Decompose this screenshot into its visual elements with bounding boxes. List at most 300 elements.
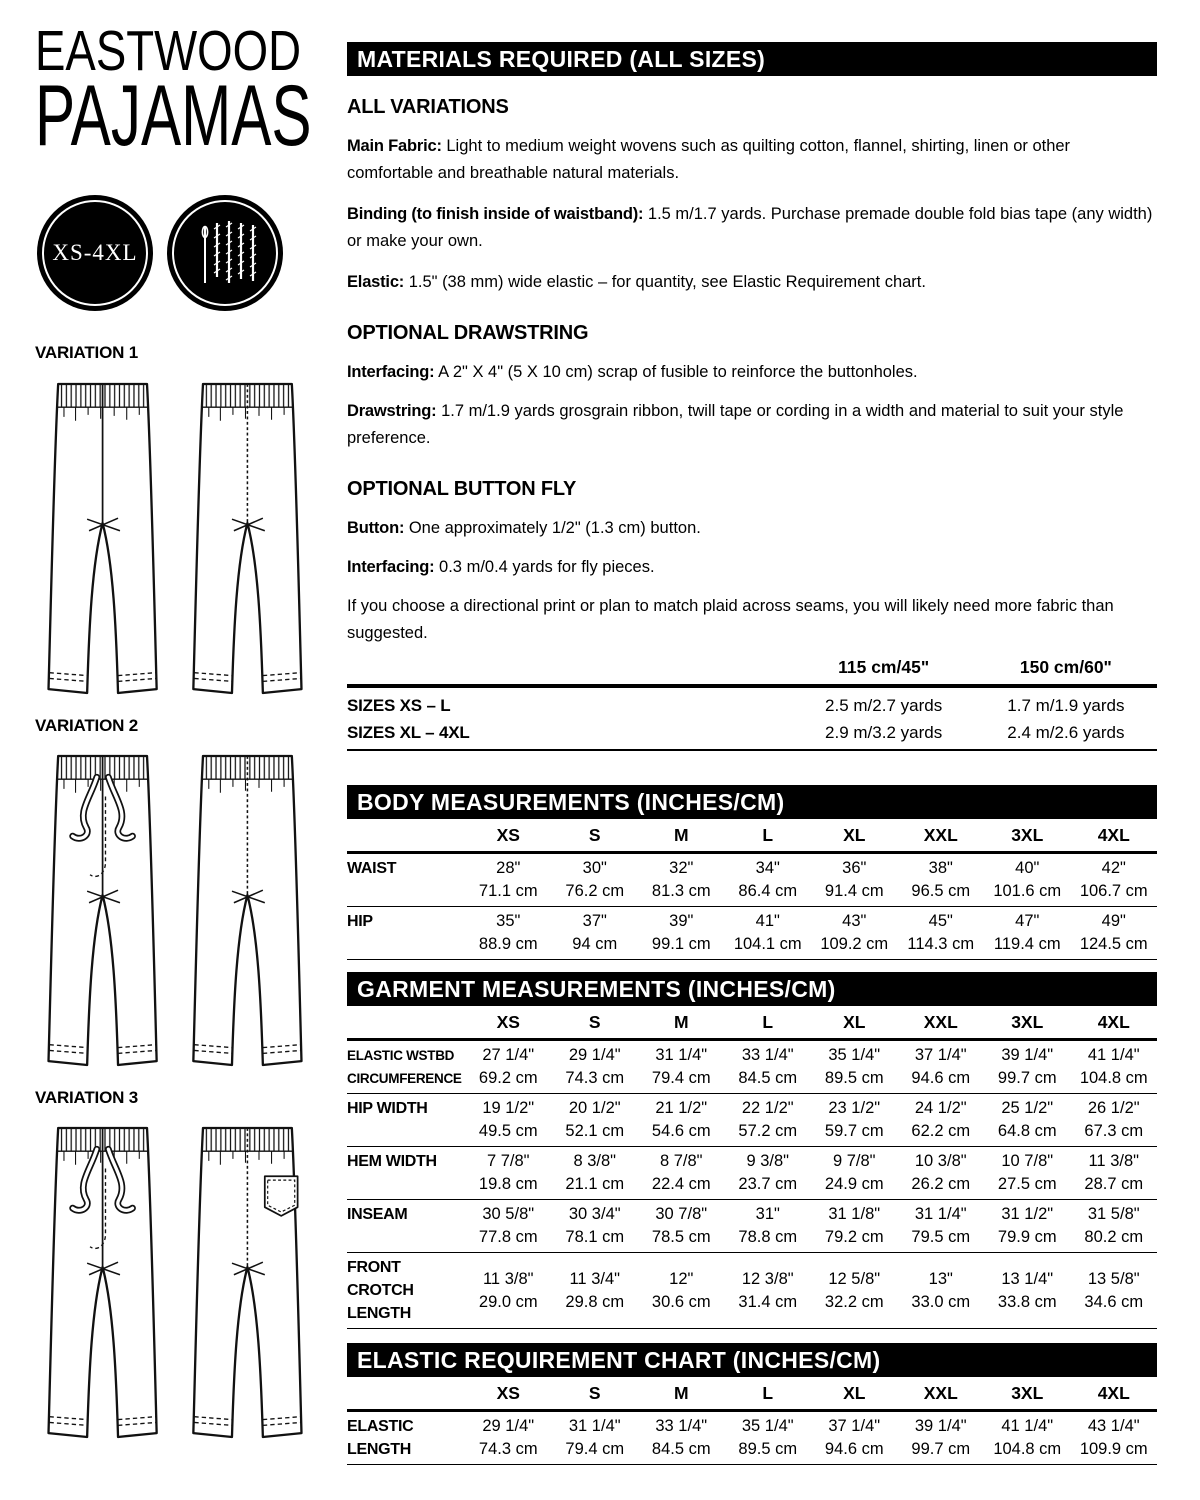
size-header-row — [347, 1377, 1157, 1411]
size-header: M — [638, 1006, 725, 1040]
measurement-cell — [898, 907, 985, 960]
buttonfly-button — [347, 515, 1157, 542]
cm-value: 114.3 cm — [907, 935, 975, 953]
size-header: XXL — [898, 819, 985, 853]
inches-value: 26 1/2" — [1087, 1099, 1140, 1117]
measurement-cell — [811, 1200, 898, 1253]
row-label-line1: ELASTIC WSTBD — [347, 1048, 455, 1063]
yardage-cell: 2.9 m/3.2 yards — [793, 719, 975, 750]
yardage-header-spacer — [347, 653, 793, 686]
yardage-table — [347, 653, 1157, 751]
cm-value: 74.3 cm — [565, 1069, 625, 1087]
measurement-row — [347, 1147, 1157, 1200]
inches-value: 9 3/8" — [746, 1152, 790, 1170]
inches-value: 30 5/8" — [482, 1205, 535, 1223]
measurement-cell — [1071, 853, 1158, 907]
measurement-cell — [1071, 1147, 1158, 1200]
measurement-cell — [638, 853, 725, 907]
measurement-cell — [725, 853, 812, 907]
inches-value: 43" — [842, 912, 867, 930]
size-header: 4XL — [1071, 1006, 1158, 1040]
cm-value: 22.4 cm — [651, 1175, 711, 1193]
cm-value: 99.7 cm — [911, 1440, 971, 1458]
measurement-cell — [465, 1147, 552, 1200]
needles-icon — [167, 195, 283, 311]
measurement-cell — [984, 1147, 1071, 1200]
cm-value: 86.4 cm — [738, 882, 798, 900]
material-text: 0.3 m/0.4 yards for fly pieces. — [439, 558, 655, 576]
cm-value: 67.3 cm — [1084, 1122, 1144, 1140]
inches-value: 39" — [669, 912, 694, 930]
cm-value: 79.4 cm — [651, 1069, 711, 1087]
measurement-cell — [465, 1200, 552, 1253]
yardage-col-header: 115 cm/45" — [793, 653, 975, 686]
inches-value: 41" — [755, 912, 780, 930]
measurement-cell — [1071, 1040, 1158, 1094]
cm-value: 104.1 cm — [733, 935, 802, 953]
cm-value: 99.7 cm — [997, 1069, 1057, 1087]
cm-value: 52.1 cm — [565, 1122, 625, 1140]
measurement-cell — [465, 1040, 552, 1094]
size-header: XL — [811, 1377, 898, 1411]
measurement-cell — [552, 907, 639, 960]
row-label-line2: LENGTH — [347, 1305, 411, 1322]
inches-value: 21 1/2" — [655, 1099, 708, 1117]
measurement-cell — [465, 853, 552, 907]
cm-value: 33.0 cm — [911, 1292, 971, 1311]
cm-value: 94 cm — [572, 935, 618, 953]
inches-value: 31 1/8" — [828, 1205, 881, 1223]
measurement-cell — [638, 1094, 725, 1147]
material-text: 1.5" (38 mm) wide elastic – for quantity, see Elastic Requirement chart. — [408, 273, 926, 291]
inches-value: 13 5/8" — [1087, 1269, 1140, 1288]
inches-value: 22 1/2" — [741, 1099, 794, 1117]
measurement-cell — [898, 1040, 985, 1094]
cm-value: 78.1 cm — [565, 1228, 625, 1246]
measurement-cell — [725, 1040, 812, 1094]
measurement-cell — [638, 1147, 725, 1200]
size-head — [347, 1377, 1157, 1411]
inches-value: 12" — [669, 1269, 694, 1288]
row-label-line1: INSEAM — [347, 1206, 408, 1223]
drawstring-interfacing — [347, 359, 1157, 386]
inches-value: 24 1/2" — [914, 1099, 967, 1117]
yardage-header-row — [347, 653, 1157, 686]
cm-value: 33.8 cm — [997, 1292, 1057, 1311]
material-label: Button: — [347, 519, 405, 537]
size-range-label: XS-4XL — [52, 240, 138, 265]
material-label: Interfacing: — [347, 558, 435, 576]
cm-value: 119.4 cm — [993, 935, 1061, 953]
yardage-col-header: 150 cm/60" — [975, 653, 1157, 686]
pattern-title-line2: PAJAMAS — [35, 68, 312, 164]
yardage-cell: 2.5 m/2.7 yards — [825, 696, 943, 715]
yardage-row-label: SIZES XS – L — [347, 696, 451, 715]
cm-value: 30.6 cm — [651, 1292, 711, 1311]
cm-value: 59.7 cm — [824, 1122, 884, 1140]
section-header-garment-measurements: GARMENT MEASUREMENTS (INCHES/CM) — [347, 972, 1157, 1006]
material-binding — [347, 201, 1157, 255]
cm-value: 62.2 cm — [911, 1122, 971, 1140]
inches-value: 23 1/2" — [828, 1099, 881, 1117]
row-label — [347, 853, 465, 907]
measurement-cell — [1071, 1094, 1158, 1147]
fabric-note: If you choose a directional print or plan to match plaid across seams, you will likely need more fabric than suggested. — [347, 597, 1114, 642]
inches-value: 28" — [496, 859, 521, 877]
cm-value: 79.5 cm — [911, 1228, 971, 1246]
size-header: XL — [811, 819, 898, 853]
cm-value: 99.1 cm — [651, 935, 711, 953]
measurement-cell — [898, 1253, 985, 1329]
size-header: XS — [465, 1377, 552, 1411]
measurement-cell — [811, 1253, 898, 1329]
cm-value: 34.6 cm — [1084, 1292, 1144, 1311]
pant-back — [193, 1128, 301, 1437]
measurement-cell — [638, 1411, 725, 1465]
cm-value: 19.8 cm — [478, 1175, 538, 1193]
measurement-row — [347, 1094, 1157, 1147]
cm-value: 94.6 cm — [911, 1069, 971, 1087]
inches-value: 11 3/4" — [569, 1269, 620, 1288]
pant-back — [193, 756, 301, 1065]
cm-value: 28.7 cm — [1084, 1175, 1144, 1193]
cm-value: 79.2 cm — [824, 1228, 884, 1246]
inches-value: 37" — [582, 912, 607, 930]
inches-value: 35" — [496, 912, 521, 930]
size-header: L — [725, 1377, 812, 1411]
inches-value: 41 1/4" — [1087, 1046, 1140, 1064]
material-label: Drawstring: — [347, 402, 437, 420]
cm-value: 29.8 cm — [565, 1292, 625, 1311]
measurement-cell — [811, 1411, 898, 1465]
row-label-line1: HIP — [347, 913, 373, 930]
row-label — [347, 1040, 465, 1094]
inches-value: 36" — [842, 859, 867, 877]
heading-optional-button-fly: OPTIONAL BUTTON FLY — [347, 478, 577, 500]
measurement-cell — [898, 1200, 985, 1253]
buttonfly-interfacing — [347, 554, 1157, 581]
cm-value: 69.2 cm — [478, 1069, 538, 1087]
cm-value: 31.4 cm — [738, 1292, 798, 1311]
measurement-cell — [725, 907, 812, 960]
cm-value: 91.4 cm — [824, 882, 884, 900]
material-label: Binding (to finish inside of waistband): — [347, 205, 644, 223]
inches-value: 30 3/4" — [568, 1205, 621, 1223]
measurement-cell — [465, 1411, 552, 1465]
row-label-line1: FRONT CROTCH — [347, 1259, 414, 1299]
row-label — [347, 1094, 465, 1147]
inches-value: 29 1/4" — [568, 1046, 621, 1064]
size-header: 3XL — [984, 819, 1071, 853]
measurement-cell — [552, 1147, 639, 1200]
measurement-cell — [725, 1411, 812, 1465]
pant-front — [49, 1128, 157, 1437]
measurement-cell — [984, 907, 1071, 960]
inches-value: 37 1/4" — [828, 1417, 881, 1435]
measurement-cell — [1071, 1200, 1158, 1253]
inches-value: 47" — [1015, 912, 1040, 930]
inches-value: 31" — [755, 1205, 780, 1223]
cm-value: 71.1 cm — [478, 882, 538, 900]
material-text: Light to medium weight wovens such as quilting cotton, flannel, shirting, linen or other comfortable and breathable natural materials. — [347, 137, 1071, 182]
row-label — [347, 1411, 465, 1465]
measurement-cell — [811, 1040, 898, 1094]
measurement-row — [347, 1040, 1157, 1094]
measurement-row — [347, 853, 1157, 907]
row-label-line2: CIRCUMFERENCE — [347, 1071, 462, 1086]
inches-value: 43 1/4" — [1087, 1417, 1140, 1435]
heading-all-variations: ALL VARIATIONS — [347, 96, 509, 118]
cm-value: 89.5 cm — [738, 1440, 798, 1458]
yardage-head — [347, 653, 1157, 686]
yardage-cell: 2.4 m/2.6 yards — [975, 719, 1157, 750]
measurement-cell — [898, 1094, 985, 1147]
size-header: XXL — [898, 1006, 985, 1040]
measurement-row — [347, 1200, 1157, 1253]
cm-value: 109.9 cm — [1079, 1440, 1148, 1458]
inches-value: 41 1/4" — [1001, 1417, 1054, 1435]
material-elastic — [347, 269, 1157, 296]
measurement-cell — [465, 1253, 552, 1329]
cm-value: 74.3 cm — [478, 1440, 538, 1458]
cm-value: 79.4 cm — [565, 1440, 625, 1458]
measurement-cell — [984, 1253, 1071, 1329]
inches-value: 37 1/4" — [914, 1046, 967, 1064]
measurement-body — [347, 1411, 1157, 1465]
yardage-row — [347, 686, 1157, 719]
inches-value: 33 1/4" — [741, 1046, 794, 1064]
section-header-elastic-chart: ELASTIC REQUIREMENT CHART (INCHES/CM) — [347, 1343, 1157, 1377]
measurement-cell — [811, 853, 898, 907]
measurement-cell — [552, 1094, 639, 1147]
material-main-fabric — [347, 133, 1157, 187]
measurement-cell — [898, 1411, 985, 1465]
cm-value: 77.8 cm — [478, 1228, 538, 1246]
inches-value: 25 1/2" — [1001, 1099, 1054, 1117]
inches-value: 35 1/4" — [828, 1046, 881, 1064]
measurement-cell — [638, 1200, 725, 1253]
inches-value: 11 3/8" — [482, 1269, 534, 1288]
size-head — [347, 819, 1157, 853]
inches-value: 8 7/8" — [659, 1152, 703, 1170]
garment-measurements-table — [347, 1006, 1157, 1329]
cm-value: 106.7 cm — [1079, 882, 1148, 900]
cm-value: 54.6 cm — [651, 1122, 711, 1140]
inches-value: 32" — [669, 859, 694, 877]
heading-optional-drawstring: OPTIONAL DRAWSTRING — [347, 322, 589, 344]
inches-value: 13 1/4" — [1001, 1269, 1054, 1288]
measurement-cell — [552, 1253, 639, 1329]
pant-back — [193, 384, 301, 693]
cm-value: 29.0 cm — [478, 1292, 538, 1311]
inches-value: 27 1/4" — [482, 1046, 535, 1064]
row-label — [347, 1253, 465, 1329]
inches-value: 10 7/8" — [1001, 1152, 1054, 1170]
measurement-row — [347, 907, 1157, 960]
yardage-row — [347, 719, 1157, 750]
measurement-body — [347, 1040, 1157, 1329]
back-pocket-detail — [265, 1176, 298, 1216]
pant-front — [49, 384, 157, 693]
size-header: L — [725, 819, 812, 853]
measurement-body — [347, 853, 1157, 960]
variation-3-illustration — [35, 1122, 315, 1442]
row-label-line1: HIP WIDTH — [347, 1100, 428, 1117]
size-header: 4XL — [1071, 1377, 1158, 1411]
row-label-line1: ELASTIC — [347, 1418, 414, 1435]
row-label — [347, 907, 465, 960]
inches-value: 31 1/4" — [568, 1417, 621, 1435]
row-label-line1: WAIST — [347, 860, 397, 877]
cm-value: 84.5 cm — [738, 1069, 798, 1087]
cm-value: 23.7 cm — [738, 1175, 798, 1193]
drawstring-drawstring — [347, 398, 1157, 452]
measurement-cell — [725, 1094, 812, 1147]
yardage-row-label: SIZES XL – 4XL — [347, 719, 793, 750]
variation-1-illustration — [35, 378, 315, 698]
inches-value: 19 1/2" — [482, 1099, 535, 1117]
cm-value: 80.2 cm — [1084, 1228, 1144, 1246]
material-text: 1.7 m/1.9 yards grosgrain ribbon, twill tape or cording in a width and material to suit your style preference. — [347, 402, 1124, 447]
inches-value: 39 1/4" — [1001, 1046, 1054, 1064]
cm-value: 104.8 cm — [993, 1440, 1062, 1458]
inches-value: 8 3/8" — [573, 1152, 617, 1170]
cm-value: 57.2 cm — [738, 1122, 798, 1140]
inches-value: 45" — [928, 912, 953, 930]
size-header: S — [552, 819, 639, 853]
elastic-requirement-table — [347, 1377, 1157, 1465]
measurement-cell — [638, 907, 725, 960]
size-header: XL — [811, 1006, 898, 1040]
measurement-cell — [984, 853, 1071, 907]
pant-front — [49, 756, 157, 1065]
cm-value: 64.8 cm — [997, 1122, 1057, 1140]
material-text: A 2" X 4" (5 X 10 cm) scrap of fusible to reinforce the buttonholes. — [438, 363, 918, 381]
cm-value: 124.5 cm — [1079, 935, 1148, 953]
cm-value: 76.2 cm — [565, 882, 625, 900]
material-label: Interfacing: — [347, 363, 435, 381]
measurement-cell — [898, 1147, 985, 1200]
inches-value: 31 5/8" — [1087, 1205, 1140, 1223]
size-header-row — [347, 1006, 1157, 1040]
row-label-line1: HEM WIDTH — [347, 1153, 437, 1170]
variation-3-label: VARIATION 3 — [35, 1088, 138, 1107]
yardage-body — [347, 686, 1157, 750]
material-text: 1.5 m/1.7 yards. Purchase premade double fold bias tape (any width) or make your own. — [347, 205, 1153, 250]
measurement-cell — [725, 1200, 812, 1253]
inches-value: 30" — [582, 859, 607, 877]
inches-value: 10 3/8" — [914, 1152, 967, 1170]
measurement-cell — [984, 1411, 1071, 1465]
measurement-cell — [984, 1040, 1071, 1094]
cm-value: 81.3 cm — [651, 882, 711, 900]
material-label: Main Fabric: — [347, 137, 442, 155]
size-header: 4XL — [1071, 819, 1158, 853]
size-header-spacer — [347, 1377, 465, 1411]
cm-value: 21.1 cm — [565, 1175, 625, 1193]
inches-value: 39 1/4" — [914, 1417, 967, 1435]
cm-value: 78.5 cm — [651, 1228, 711, 1246]
yardage-cell: 1.7 m/1.9 yards — [1007, 696, 1125, 715]
measurement-cell — [1071, 907, 1158, 960]
inches-value: 20 1/2" — [568, 1099, 621, 1117]
size-header-spacer — [347, 819, 465, 853]
size-header: M — [638, 819, 725, 853]
inches-value: 7 7/8" — [486, 1152, 530, 1170]
notions-badge — [167, 195, 283, 311]
inches-value: 40" — [1015, 859, 1040, 877]
measurement-row — [347, 1253, 1157, 1329]
row-label-line2: LENGTH — [347, 1441, 411, 1458]
cm-value: 78.8 cm — [738, 1228, 798, 1246]
measurement-cell — [1071, 1411, 1158, 1465]
variation-1-label: VARIATION 1 — [35, 343, 138, 362]
size-header: 3XL — [984, 1006, 1071, 1040]
size-header: S — [552, 1377, 639, 1411]
measurement-cell — [811, 1147, 898, 1200]
measurement-cell — [552, 853, 639, 907]
inches-value: 31 1/2" — [1001, 1205, 1054, 1223]
cm-value: 109.2 cm — [820, 935, 889, 953]
measurement-cell — [811, 907, 898, 960]
inches-value: 11 3/8" — [1088, 1152, 1139, 1170]
size-header-spacer — [347, 1006, 465, 1040]
size-range-badge — [37, 195, 153, 311]
size-header: S — [552, 1006, 639, 1040]
cm-value: 49.5 cm — [478, 1122, 538, 1140]
variation-2-label: VARIATION 2 — [35, 716, 138, 735]
measurement-cell — [552, 1411, 639, 1465]
cm-value: 32.2 cm — [824, 1292, 884, 1311]
cm-value: 101.6 cm — [993, 882, 1062, 900]
measurement-cell — [811, 1094, 898, 1147]
size-header: L — [725, 1006, 812, 1040]
measurement-cell — [638, 1040, 725, 1094]
cm-value: 79.9 cm — [997, 1228, 1057, 1246]
measurement-cell — [898, 853, 985, 907]
measurement-cell — [984, 1200, 1071, 1253]
cm-value: 104.8 cm — [1079, 1069, 1148, 1087]
measurement-cell — [1071, 1253, 1158, 1329]
cm-value: 24.9 cm — [824, 1175, 884, 1193]
measurement-cell — [465, 1094, 552, 1147]
measurement-cell — [725, 1253, 812, 1329]
cm-value: 89.5 cm — [824, 1069, 884, 1087]
size-header: M — [638, 1377, 725, 1411]
size-head — [347, 1006, 1157, 1040]
measurement-cell — [725, 1147, 812, 1200]
inches-value: 9 7/8" — [832, 1152, 876, 1170]
inches-value: 12 3/8" — [741, 1269, 794, 1288]
cm-value: 94.6 cm — [824, 1440, 884, 1458]
material-text: One approximately 1/2" (1.3 cm) button. — [408, 519, 701, 537]
measurement-cell — [552, 1040, 639, 1094]
section-header-materials: MATERIALS REQUIRED (ALL SIZES) — [347, 42, 1157, 76]
inches-value: 29 1/4" — [482, 1417, 535, 1435]
inches-value: 38" — [928, 859, 953, 877]
measurement-cell — [984, 1094, 1071, 1147]
measurement-cell — [465, 907, 552, 960]
inches-value: 35 1/4" — [741, 1417, 794, 1435]
body-measurements-table — [347, 819, 1157, 960]
section-header-body-measurements: BODY MEASUREMENTS (INCHES/CM) — [347, 785, 1157, 819]
inches-value: 30 7/8" — [655, 1205, 708, 1223]
measurement-cell — [638, 1253, 725, 1329]
cm-value: 96.5 cm — [911, 882, 971, 900]
variation-2-illustration — [35, 750, 315, 1070]
size-header: 3XL — [984, 1377, 1071, 1411]
inches-value: 33 1/4" — [655, 1417, 708, 1435]
